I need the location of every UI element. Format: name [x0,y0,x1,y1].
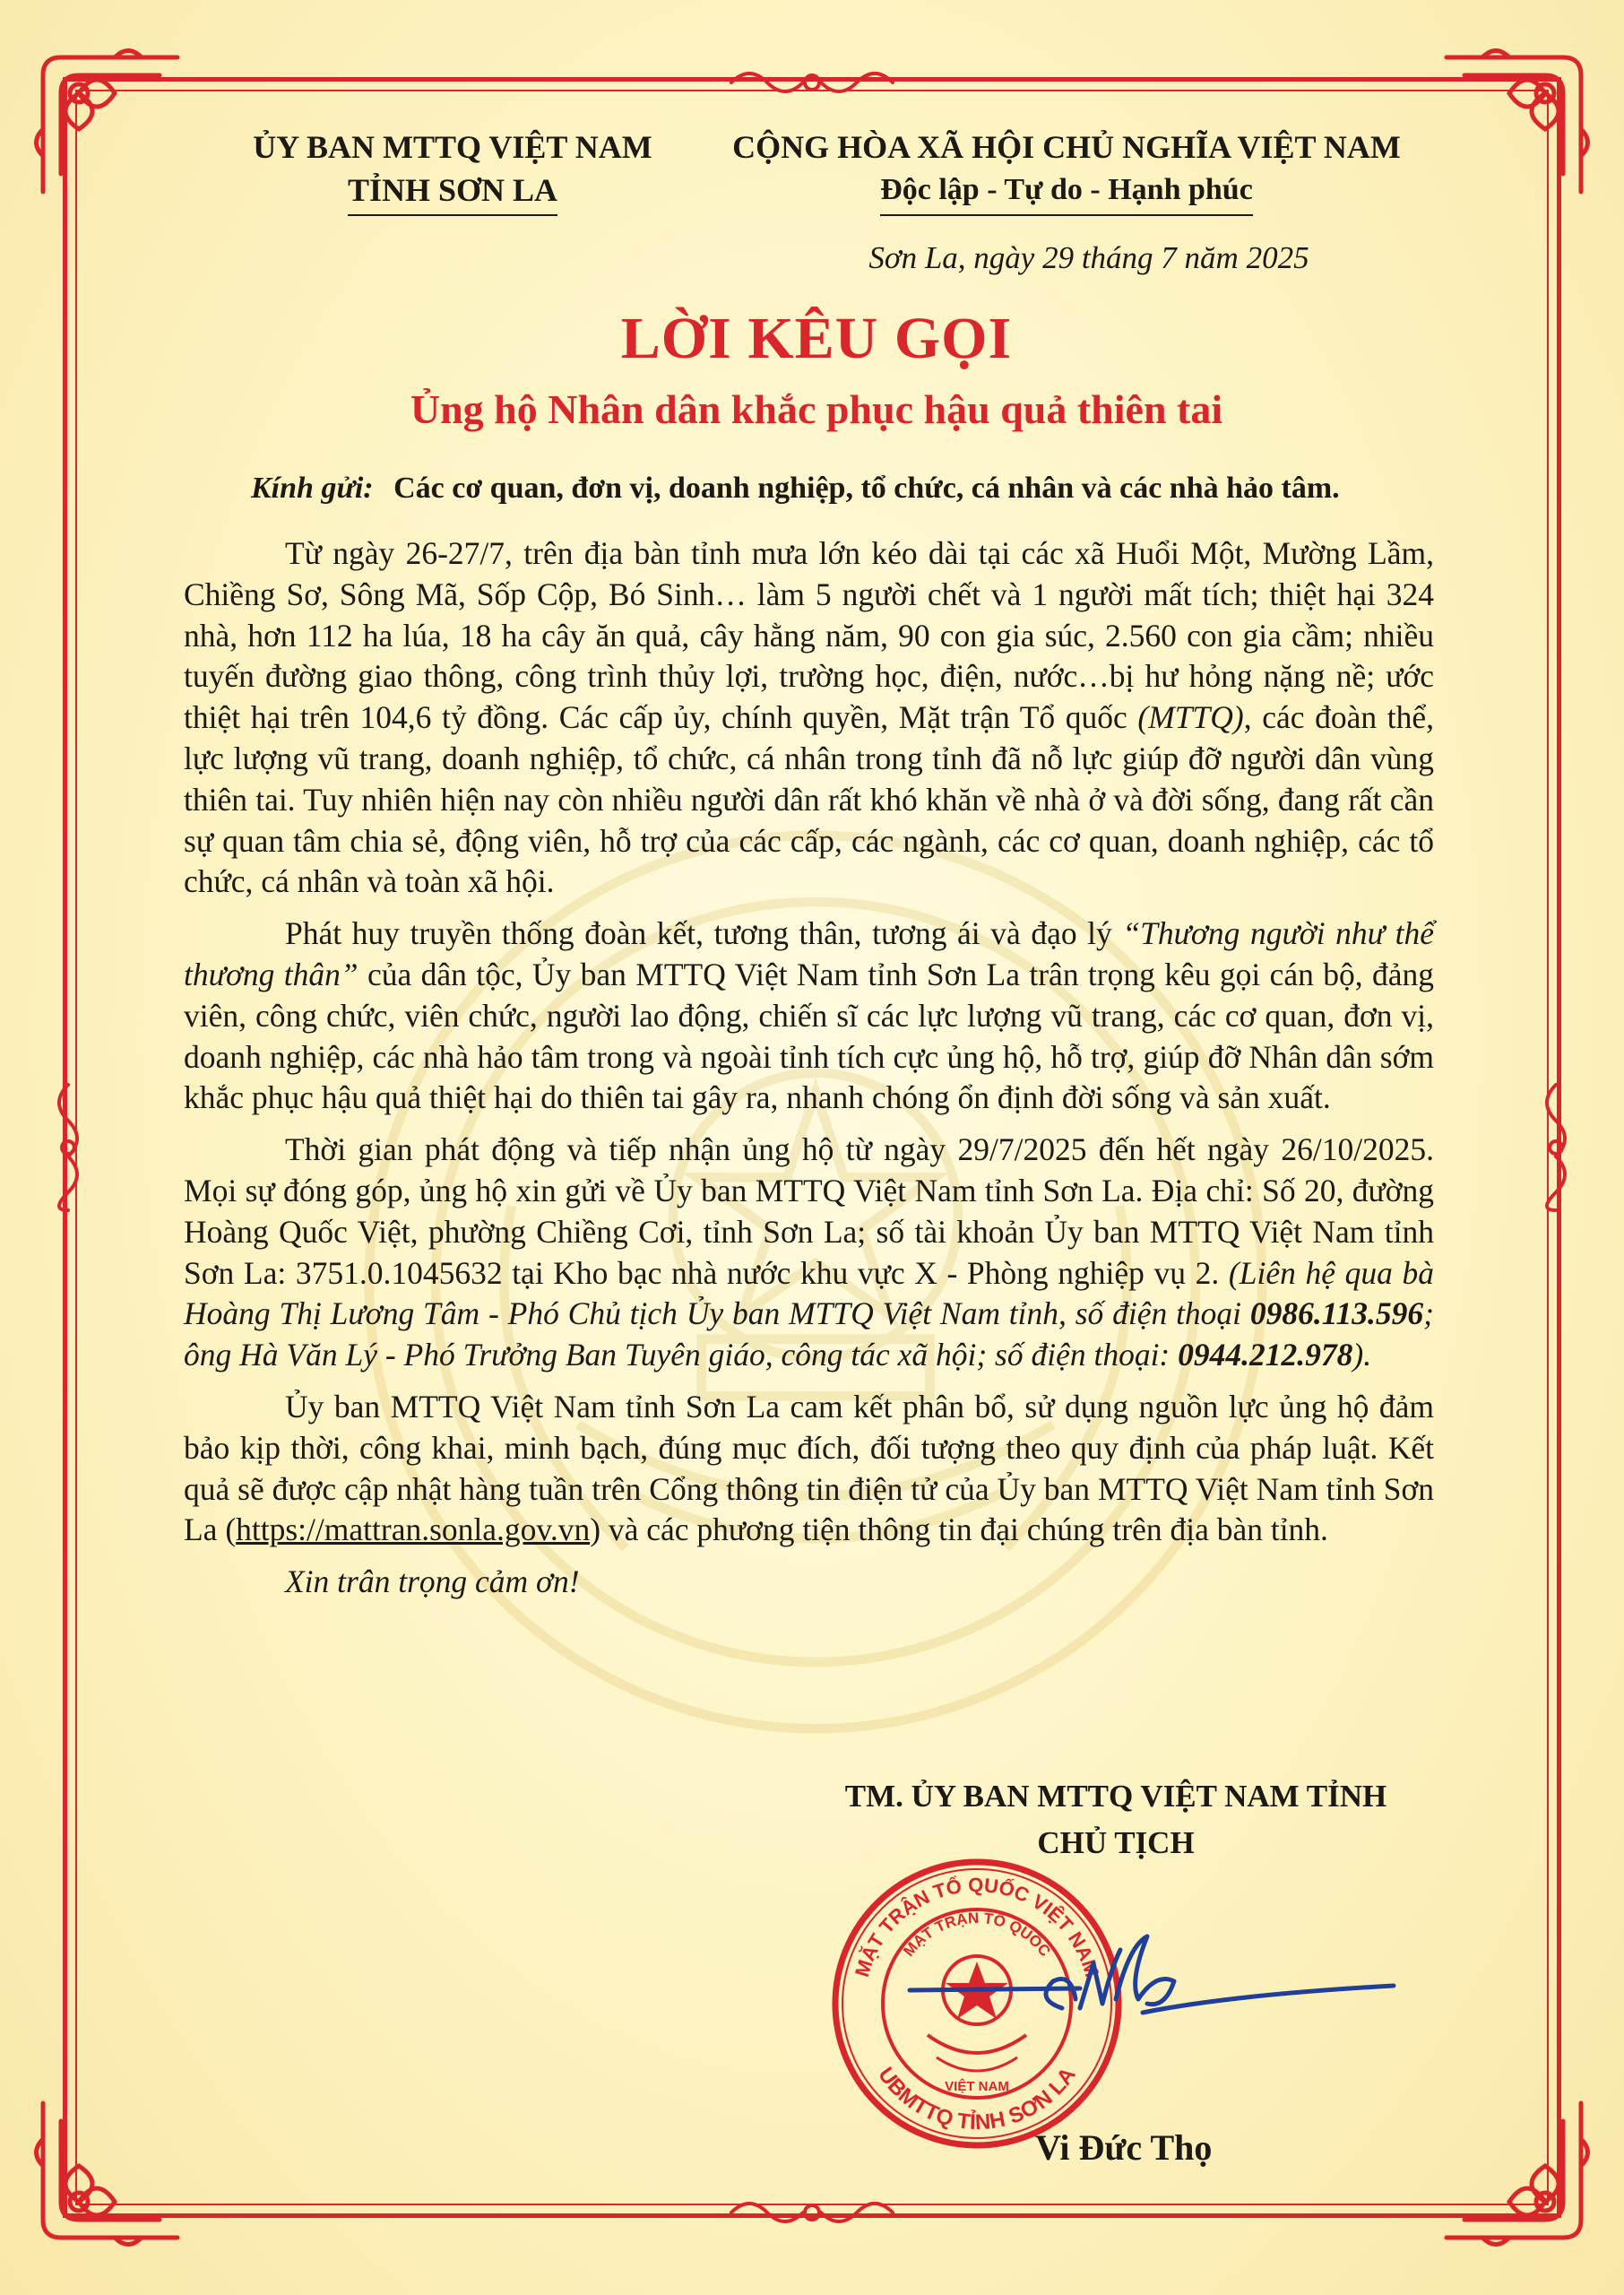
proverb-quote: “Thương người như thể thương thân” [184,915,1434,992]
paragraph-text: , các đoàn thể, lực lượng vũ trang, doanh nghiệp, tổ chức, cá nhân trong tỉnh đã nỗ lực giúp đỡ người dân vùng thiên tai. Tuy nhiên hiện nay còn nhiều người dân rất khó khăn về nhà ở và đời sống, đang rất cần sự quan tâm chia sẻ, động viên, hỗ trợ của các cấp, các ngành, các cơ quan, doanh nghiệp, các tổ chức, cá nhân và toàn xã hội. [184,699,1434,900]
signer-name: Vi Đức Thọ [1035,2127,1213,2168]
document-date: Sơn La, ngày 29 tháng 7 năm 2025 [868,240,1309,275]
contact-text: (Liên hệ qua bà Hoàng Thị Lương Tâm - Phó Chủ tịch Ủy ban MTTQ Việt Nam tỉnh, số điện thoại [184,1254,1434,1332]
corner-ornament-icon [25,39,186,201]
paragraph-text: Thời gian phát động và tiếp nhận ủng hộ từ ngày 29/7/2025 đến hết ngày 26/10/2025. Mọi sự đóng góp, ủng hộ xin gửi về Ủy ban MTTQ Việt Nam tỉnh Sơn La. Địa chỉ: Số 20, đường Hoàng Quốc Việt, phường Chiềng Cơi, tỉnh Sơn La; số tài khoản Ủy ban MTTQ Việt Nam tỉnh Sơn La: 3751.0.1045632 tại Kho bạc nhà nước khu vực X - Phòng nghiệp vụ 2. [184,1131,1434,1291]
corner-ornament-icon [1438,39,1599,201]
paragraph-text: ) và các phương tiện thông tin đại chúng trên địa bàn tỉnh. [590,1511,1328,1548]
signature-block [793,1773,1438,1866]
contact-text: ). [1352,1337,1372,1373]
seal-bottom-text: UBMTTQ TỈNH SƠN LA [873,2063,1081,2135]
letter-body [184,533,1434,1614]
scroll-ornament-icon [50,1076,86,1219]
website-link[interactable]: https://mattran.sonla.gov.vn [236,1511,591,1548]
issuer-org: ỦY BAN MTTQ VIỆT NAM [253,129,652,165]
scroll-ornament-icon [1538,1076,1574,1219]
paragraph-donation-info [184,1130,1434,1376]
paragraph-text: Ủy ban MTTQ Việt Nam tỉnh Sơn La cam kết phân bổ, sử dụng nguồn lực ủng hộ đảm bảo kịp thời, công khai, minh bạch, đúng mục đích, đối tượng theo quy định của pháp luật. Kết quả sẽ được cập nhật hàng tuần trên Cổng thông tin điện tử của Ủy ban MTTQ Việt Nam tỉnh Sơn La ( [184,1388,1434,1548]
national-header [686,126,1447,217]
scroll-ornament-icon [722,2195,902,2230]
handwritten-signature-icon [901,1927,1403,2053]
closing-thanks: Xin trân trọng cảm ơn! [285,1563,580,1600]
signature-position: CHỦ TỊCH [1037,1825,1195,1860]
national-title: CỘNG HÒA XÃ HỘI CHỦ NGHĨA VIỆT NAM [732,129,1401,165]
issuer-province: TỈNH SƠN LA [348,169,557,216]
corner-ornament-icon [1438,2094,1599,2256]
paragraph-damage [184,533,1434,903]
issuer-header [229,126,677,216]
abbrev-mttq: (MTTQ) [1137,699,1244,736]
contact-text: ; ông Hà Văn Lý - Phó Trưởng Ban Tuyên giáo, công tác xã hội; số điện thoại: [184,1295,1434,1373]
paragraph-commitment [184,1387,1434,1551]
paragraph-text: Phát huy truyền thống đoàn kết, tương thân, tương ái và đạo lý [285,915,1123,952]
paragraph-appeal [184,914,1434,1119]
seal-inner-text: MẶT TRẬN TỔ QUỐC [900,1909,1054,1960]
document-subtitle: Ủng hộ Nhân dân khắc phục hậu quả thiên tai [410,386,1223,432]
paragraph-text: Từ ngày 26-27/7, trên địa bàn tỉnh mưa lớn kéo dài tại các xã Huổi Một, Mường Lầm, Chiềng Sơ, Sông Mã, Sốp Cộp, Bó Sinh… làm 5 người chết và 1 người mất tích; thiệt hại 324 nhà, hơn 112 ha lúa, 18 ha cây ăn quả, cây hằng năm, 90 con gia súc, 2.560 con gia cầm; nhiều tuyến đường giao thông, công trình thủy lợi, trường học, điện, nước…bị hư hỏng nặng nề; ước thiệt hại trên 104,6 tỷ đồng. Các cấp ủy, chính quyền, Mặt trận Tổ quốc [184,535,1434,736]
national-motto: Độc lập - Tự do - Hạnh phúc [880,169,1253,216]
phone-number-2: 0944.212.978 [1178,1337,1353,1373]
scroll-ornament-icon [722,65,902,100]
phone-number-1: 0986.113.596 [1249,1295,1424,1332]
recipient-label: Kính gửi: [251,472,374,505]
document-title: LỜI KÊU GỌI [620,306,1013,371]
recipient-text: Các cơ quan, đơn vị, doanh nghiệp, tổ chức, cá nhân và các nhà hảo tâm. [393,472,1340,505]
corner-ornament-icon [25,2094,186,2256]
paragraph-text: của dân tộc, Ủy ban MTTQ Việt Nam tỉnh Sơn La trân trọng kêu gọi cán bộ, đảng viên, công chức, viên chức, người lao động, chiến sĩ các lực lượng vũ trang, các cơ quan, đơn vị, doanh nghiệp, các nhà hảo tâm trong và ngoài tỉnh tích cực ủng hộ, hỗ trợ, giúp đỡ Nhân dân sớm khắc phục hậu quả thiệt hại do thiên tai gây ra, nhanh chóng ổn định đời sống và sản xuất. [184,956,1434,1116]
recipient-line [251,472,1340,506]
seal-outer-text: MẶT TRẬN TỔ QUỐC VIỆT NAM [850,1873,1104,1979]
seal-center-text: VIỆT NAM [945,2079,1009,2094]
signature-on-behalf: TM. ỦY BAN MTTQ VIỆT NAM TỈNH [844,1779,1387,1814]
